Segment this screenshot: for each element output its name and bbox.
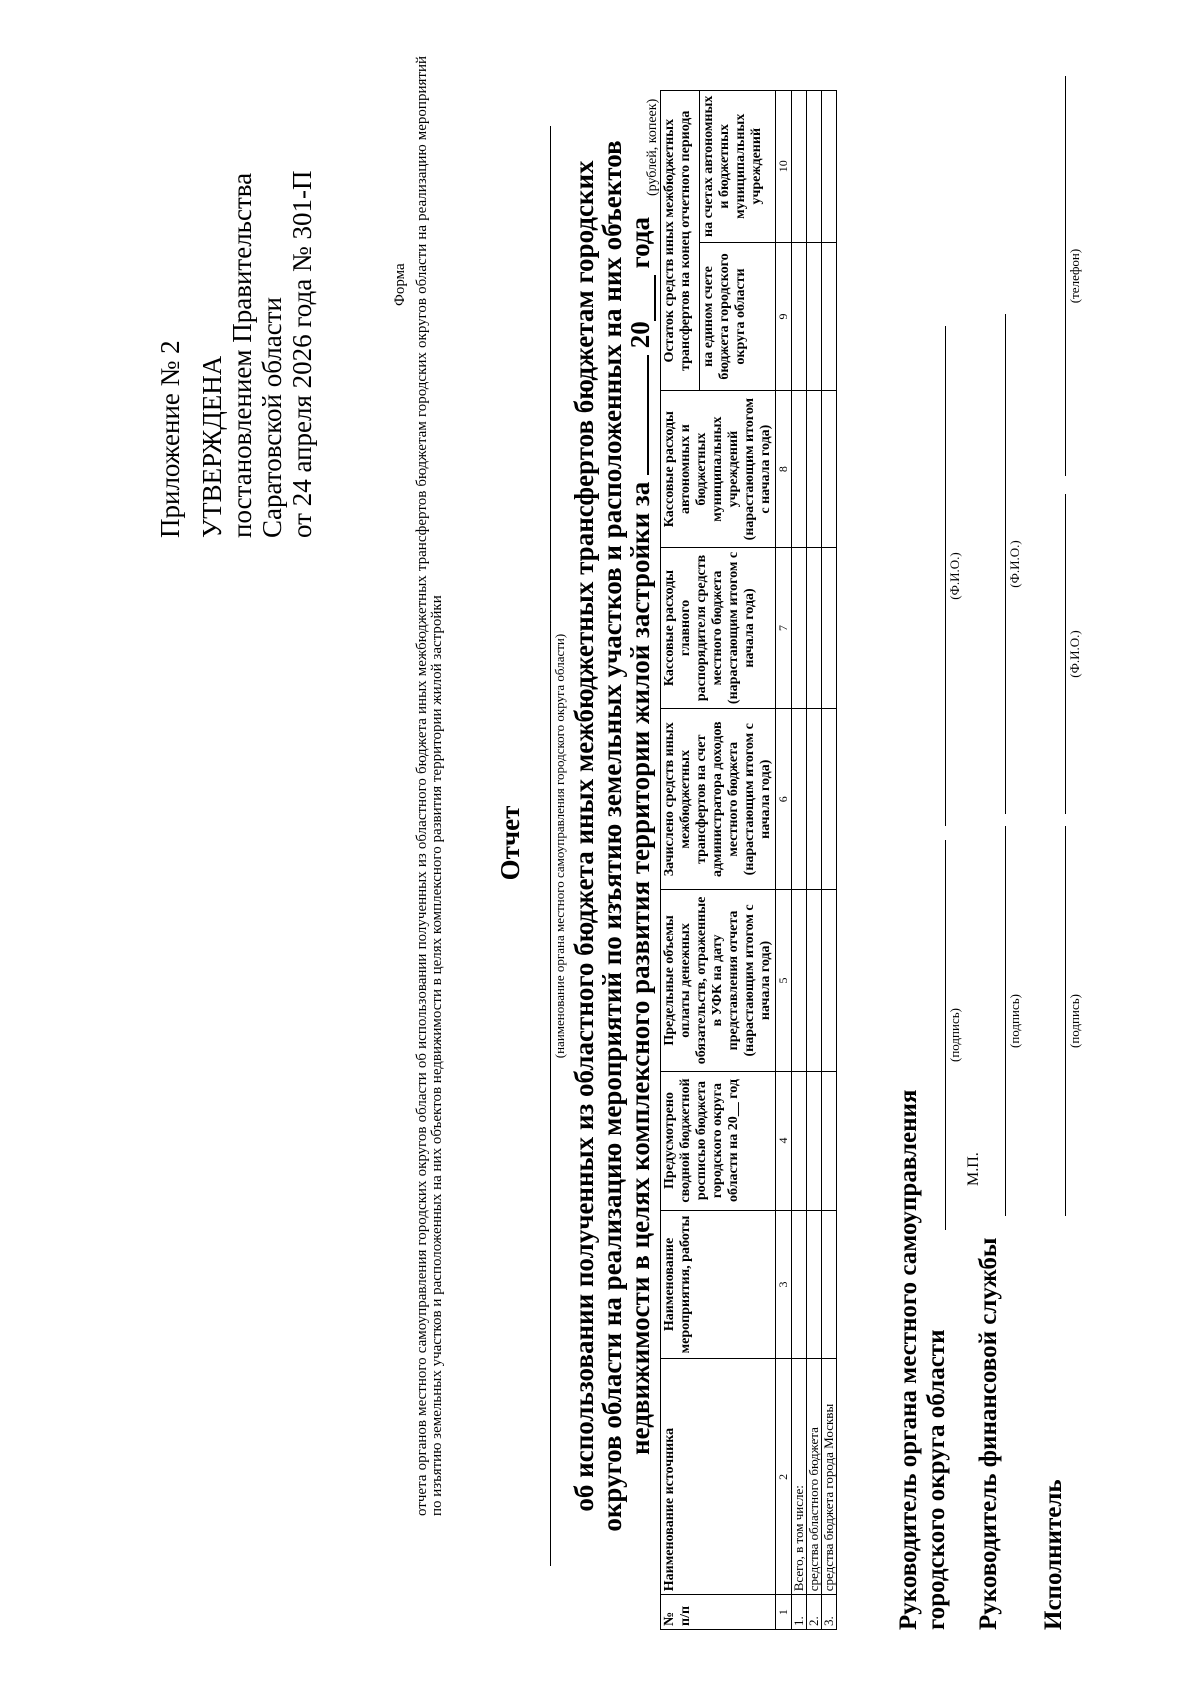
finance-signature-label: Руководитель финансовой службы (975, 1237, 1002, 1630)
table-row (792, 91, 807, 1630)
col-header-credited: Зачислено средств иных межбюджетных трансфертов на счет администратора доходов местного бюджета (нарастающим итогом с начала года) (661, 709, 776, 890)
head-fio-caption: (Ф.И.О.) (947, 552, 962, 600)
finance-fio-caption: (Ф.И.О.) (1007, 540, 1022, 588)
cell-empty (822, 547, 837, 708)
col-number: 10 (776, 91, 792, 243)
executor-phone-line (1065, 76, 1066, 476)
header-row-1 (661, 91, 700, 1630)
title-line-3 (626, 86, 656, 1586)
col-number: 1 (776, 1595, 792, 1630)
approval-block (155, 171, 317, 539)
row-source-name: средства бюджета города Москвы (822, 1359, 837, 1595)
form-preamble: отчета органов местного самоуправления городских округов области об использовании полученных из областного бюджета иных межбюджетных трансфертов бюджетам городских округов области на реализацию мероприятий по изъятию земельных участков и расположенных на них объектов недвижимости в целях комплексного развития территории жилой застройки (414, 56, 445, 1516)
col-number: 2 (776, 1359, 792, 1595)
row-number: 3. (822, 1595, 837, 1630)
row-source-name: средства областного бюджета (807, 1359, 822, 1595)
cell-empty (792, 391, 807, 547)
row-number: 2. (807, 1595, 822, 1630)
approved-by-line1: постановлением Правительства (227, 172, 257, 538)
executor-fio-line (1065, 494, 1066, 814)
cell-empty (807, 91, 822, 243)
cell-empty (792, 709, 807, 890)
cell-empty (807, 890, 822, 1071)
year-prefix: 20 (625, 321, 655, 349)
report-word: Отчет (495, 805, 525, 881)
col-header-balance: Остаток средств иных межбюджетных трансфертов на конец отчетного периода (661, 91, 700, 391)
head-title-line1: Руководитель органа местного самоуправления (895, 1089, 922, 1630)
executor-sign-caption: (подпись) (1067, 994, 1082, 1048)
head-sign-line (945, 840, 946, 1230)
cell-empty (807, 1071, 822, 1210)
cell-empty (792, 91, 807, 243)
cell-empty (822, 242, 837, 391)
head-title-line2: городского округа области (923, 1329, 950, 1630)
col-header-source: Наименование источника (661, 1359, 776, 1595)
finance-sign-caption: (подпись) (1007, 994, 1022, 1048)
executor-phone-caption: (телефон) (1067, 248, 1082, 304)
cell-empty (822, 709, 837, 890)
cell-empty (792, 1210, 807, 1359)
cell-empty (822, 391, 837, 547)
cell-empty (792, 890, 807, 1071)
col-number: 5 (776, 890, 792, 1071)
finance-sign-line (1005, 826, 1006, 1216)
col-header-payment-limits: Предельные объемы оплаты денежных обязательств, отраженные в УФК на дату представления отчета (нарастающим итогом с начала года) (661, 890, 776, 1071)
approved-label: УТВЕРЖДЕНА (197, 355, 227, 538)
title-line-1: об использовании полученных из областного бюджета иных межбюджетных трансфертов бюджетам городских (569, 160, 599, 1512)
col-header-balance-institution-accounts: на счетах автономных и бюджетных муниципальных учреждений (700, 91, 776, 243)
report-title (570, 86, 656, 1586)
report-table (660, 90, 837, 1630)
title-line-3-text: недвижимости в целях комплексного развития территории жилой застройки за (625, 481, 655, 1455)
approved-by-line3: от 24 апреля 2026 года № 301-П (287, 170, 317, 538)
col-header-num: № п/п (661, 1595, 776, 1630)
cell-empty (807, 391, 822, 547)
row-number: 1. (792, 1595, 807, 1630)
year-blank (626, 275, 656, 321)
cell-empty (792, 1071, 807, 1210)
executor-fio-caption: (Ф.И.О.) (1067, 630, 1082, 678)
head-fio-line (945, 326, 946, 826)
column-number-row (776, 91, 792, 1630)
title-line-2: округов области на реализацию мероприятий по изъятию земельных участков и расположенных на них объектов (597, 140, 627, 1532)
cell-empty (807, 1210, 822, 1359)
cell-empty (822, 1071, 837, 1210)
table-row (822, 91, 837, 1630)
col-header-cash-institutions: Кассовые расходы автономных и бюджетных муниципальных учреждений (нарастающим итогом с начала года) (661, 391, 776, 547)
units-label: (рублей, копеек) (645, 98, 660, 196)
col-header-balance-single-account: на едином счете бюджета городского округа области (700, 242, 776, 391)
org-name-line (550, 126, 551, 1566)
finance-fio-line (1005, 314, 1006, 814)
forma-label: Форма (392, 263, 408, 306)
cell-empty (807, 242, 822, 391)
col-header-cash-main: Кассовые расходы главного распорядителя средств местного бюджета (нарастающим итогом с начала года) (661, 547, 776, 708)
appendix-label: Приложение № 2 (155, 340, 185, 538)
col-number: 6 (776, 709, 792, 890)
cell-empty (792, 547, 807, 708)
row-source-name: Всего, в том числе: (792, 1359, 807, 1595)
org-name-caption: (наименование органа местного самоуправления городского округа области) (552, 633, 567, 1059)
executor-sign-line (1065, 826, 1066, 1216)
approved-by-line2: Саратовской области (257, 297, 287, 538)
col-header-budget-plan: Предусмотрено сводной бюджетной росписью бюджета городского округа области на 20__ год (661, 1071, 776, 1210)
col-header-activity: Наименование мероприятия, работы (661, 1210, 776, 1359)
cell-empty (822, 91, 837, 243)
executor-signature-label: Исполнитель (1040, 1479, 1067, 1630)
col-number: 7 (776, 547, 792, 708)
cell-empty (807, 709, 822, 890)
col-number: 8 (776, 391, 792, 547)
cell-empty (822, 1210, 837, 1359)
cell-empty (822, 890, 837, 1071)
col-number: 9 (776, 242, 792, 391)
cell-empty (792, 242, 807, 391)
table-row (807, 91, 822, 1630)
head-sign-caption: (подпись) (947, 1008, 962, 1062)
cell-empty (807, 547, 822, 708)
seal-mark: М.П. (965, 1152, 982, 1186)
head-signature-label (895, 1090, 951, 1630)
col-number: 3 (776, 1210, 792, 1359)
year-suffix: года (625, 217, 655, 269)
period-blank (627, 355, 649, 475)
col-number: 4 (776, 1071, 792, 1210)
